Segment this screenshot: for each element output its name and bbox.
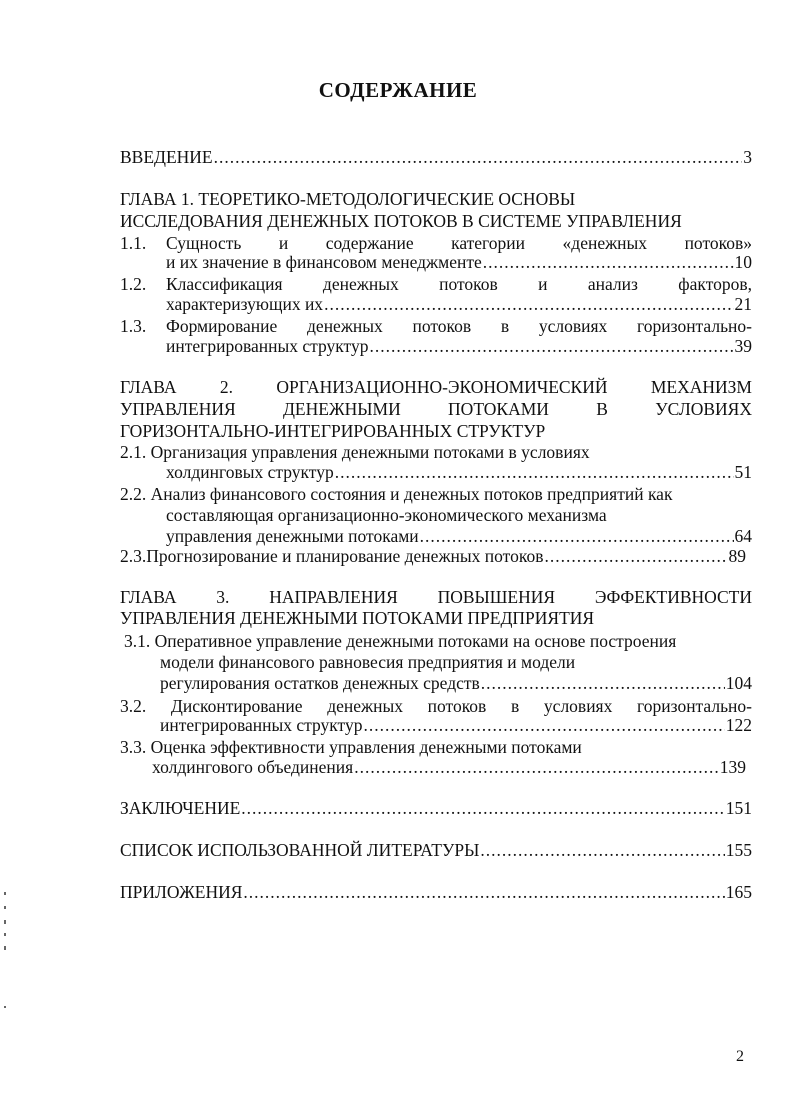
section-number: 1.1. (120, 233, 147, 253)
toc-page-number: 89 (728, 546, 746, 566)
toc-page-number: 151 (725, 798, 752, 818)
toc-entry-3-1-cont: модели финансового равновесия предприятия и модели (160, 652, 576, 672)
scan-speck (4, 946, 6, 950)
dot-leader (481, 672, 725, 694)
chapter-1-heading: ГЛАВА 1. ТЕОРЕТИКО-МЕТОДОЛОГИЧЕСКИЕ ОСНОВЫ (120, 189, 576, 209)
toc-entry-2-3[interactable] (120, 545, 746, 567)
toc-page-number: 165 (725, 882, 752, 902)
section-title-cont: интегрированных структур (160, 715, 363, 735)
chapter-1-heading-cont: ИССЛЕДОВАНИЯ ДЕНЕЖНЫХ ПОТОКОВ В СИСТЕМЕ УПРАВЛЕНИЯ (120, 211, 682, 231)
dot-leader (544, 545, 727, 567)
toc-entry-appendix[interactable] (120, 881, 752, 903)
toc-entry-3-3-cont[interactable] (152, 756, 746, 778)
toc-entry-1-2-cont[interactable] (166, 293, 752, 315)
toc-entry-label: СПИСОК ИСПОЛЬЗОВАННОЙ ЛИТЕРАТУРЫ (120, 840, 480, 860)
section-number: 1.3. (120, 316, 147, 336)
toc-page-number: 51 (734, 462, 752, 482)
section-title: Сущность и содержание категории «денежных потоков» (166, 233, 752, 253)
toc-entry-3-3[interactable]: 3.3. Оценка эффективности управления денежными потоками (120, 737, 582, 757)
toc-entry-label: ЗАКЛЮЧЕНИЕ (120, 798, 241, 818)
dot-leader (354, 756, 719, 778)
dot-leader (420, 525, 734, 547)
toc-page-number: 39 (734, 336, 752, 356)
toc-entry-label: ПРИЛОЖЕНИЯ (120, 882, 243, 902)
dot-leader (480, 839, 724, 861)
toc-entry-2-2[interactable]: 2.2. Анализ финансового состояния и денежных потоков предприятий как (120, 484, 673, 504)
section-title-cont: холдинговых структур (166, 462, 334, 482)
scan-speck (4, 1006, 6, 1008)
toc-page-number: 155 (725, 840, 752, 860)
dot-leader (241, 797, 724, 819)
scan-speck (4, 920, 6, 924)
dot-leader (369, 335, 733, 357)
chapter-2-heading-cont: УПРАВЛЕНИЯ ДЕНЕЖНЫМИ ПОТОКАМИ В УСЛОВИЯХ (120, 399, 752, 419)
chapter-2-heading: ГЛАВА 2. ОРГАНИЗАЦИОННО-ЭКОНОМИЧЕСКИЙ МЕХАНИЗМ (120, 377, 752, 397)
section-title-cont: и их значение в финансовом менеджменте (166, 252, 482, 272)
toc-page-number: 10 (734, 252, 752, 272)
scan-speck (4, 906, 6, 909)
scan-speck (4, 892, 6, 895)
toc-entry-2-1-cont[interactable] (166, 461, 752, 483)
toc-entry-2-2-cont-2[interactable] (166, 525, 752, 547)
toc-page-number: 21 (734, 294, 752, 314)
toc-entry-1-1-cont[interactable] (166, 251, 752, 273)
section-title-cont: характеризующих их (166, 294, 324, 314)
dot-leader (214, 146, 743, 168)
toc-entry-3-1-cont-2[interactable] (160, 672, 752, 694)
page-number: 2 (736, 1048, 744, 1065)
toc-entry-1-3-cont[interactable] (166, 335, 752, 357)
section-title-cont: холдингового объединения (152, 757, 354, 777)
section-title: 2.3.Прогнозирование и планирование денежных потоков (120, 546, 544, 566)
section-number: 1.2. (120, 274, 147, 294)
section-title-cont: регулирования остатков денежных средств (160, 673, 480, 693)
toc-page-number: 64 (734, 526, 752, 546)
chapter-3-heading: ГЛАВА 3. НАПРАВЛЕНИЯ ПОВЫШЕНИЯ ЭФФЕКТИВНОСТИ (120, 587, 752, 607)
scan-speck (4, 933, 6, 936)
toc-entry-2-2-cont: составляющая организационно-экономического механизма (166, 505, 607, 525)
dot-leader (483, 251, 734, 273)
toc-entry-1-2[interactable] (120, 273, 752, 295)
section-title-cont: интегрированных структур (166, 336, 369, 356)
chapter-3-heading-cont: УПРАВЛЕНИЯ ДЕНЕЖНЫМИ ПОТОКАМИ ПРЕДПРИЯТИЯ (120, 608, 595, 628)
toc-entry-1-3[interactable] (120, 315, 752, 337)
toc-entry-label: ВВЕДЕНИЕ (120, 147, 213, 167)
dot-leader (324, 293, 733, 315)
toc-entry-3-1[interactable]: 3.1. Оперативное управление денежными потоками на основе построения (124, 631, 677, 651)
toc-entry-references[interactable] (120, 839, 752, 861)
dot-leader (363, 714, 724, 736)
toc-page-number: 104 (725, 673, 752, 693)
chapter-2-heading-cont-2: ГОРИЗОНТАЛЬНО-ИНТЕГРИРОВАННЫХ СТРУКТУР (120, 421, 546, 441)
toc-page-number: 3 (743, 147, 752, 167)
toc-entry-2-1[interactable]: 2.1. Организация управления денежными потоками в условиях (120, 442, 590, 462)
toc-entry-conclusion[interactable] (120, 797, 752, 819)
toc-entry-3-2[interactable]: 3.2. Дисконтирование денежных потоков в условиях горизонтально- (120, 696, 752, 716)
page-title: СОДЕРЖАНИЕ (318, 78, 478, 102)
section-title: Формирование денежных потоков в условиях горизонтально- (166, 316, 752, 336)
section-title: Классификация денежных потоков и анализ факторов, (166, 274, 752, 294)
toc-page-number: 122 (725, 715, 752, 735)
section-title-cont: управления денежными потоками (166, 526, 419, 546)
dot-leader (243, 881, 724, 903)
toc-page-number: 139 (719, 757, 746, 777)
dot-leader (335, 461, 734, 483)
toc-entry-intro[interactable] (120, 146, 752, 168)
toc-entry-3-2-cont[interactable] (160, 714, 752, 736)
